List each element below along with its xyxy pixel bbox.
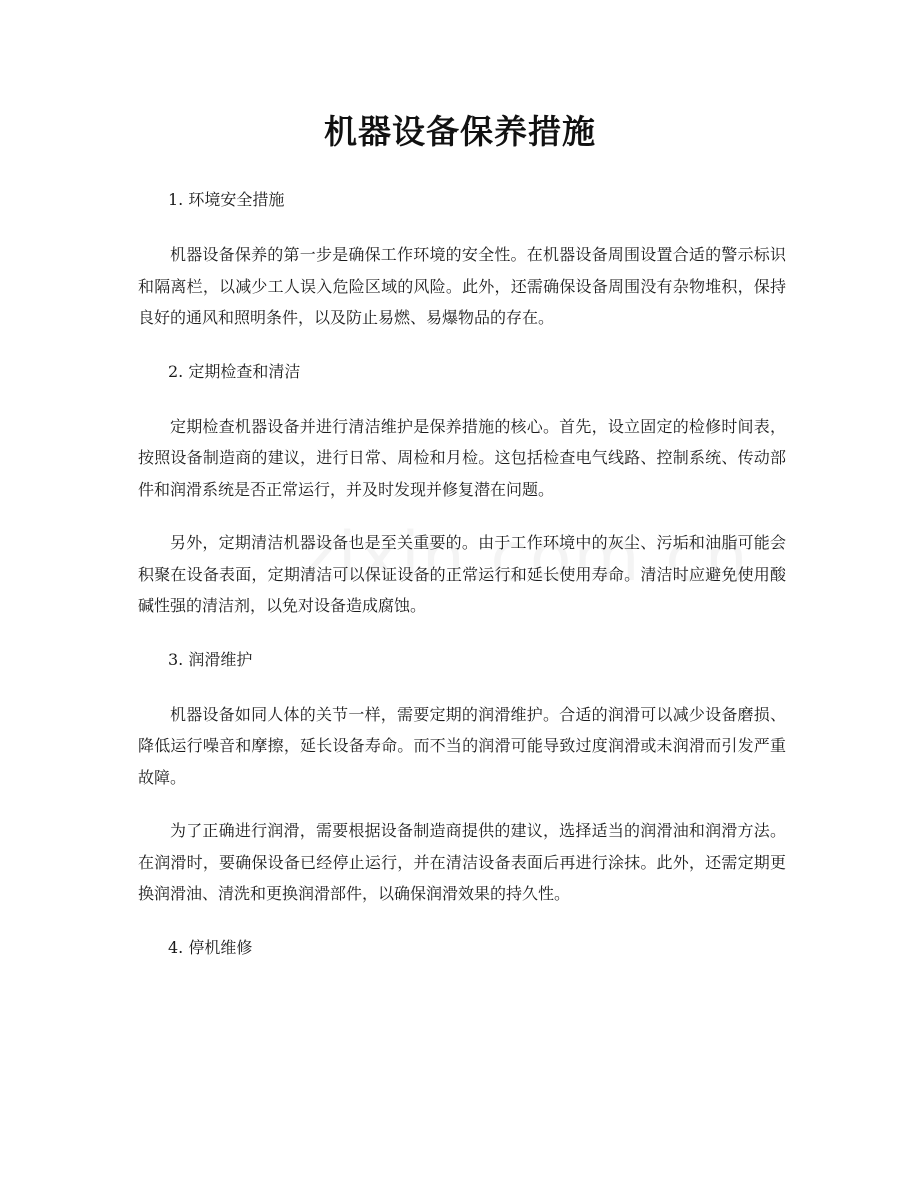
paragraph: 机器设备如同人体的关节一样，需要定期的润滑维护。合适的润滑可以减少设备磨损、降低运行噪音和摩擦，延长设备寿命。而不当的润滑可能导致过度润滑或未润滑而引发严重故障。: [138, 704, 786, 787]
paragraph: 另外，定期清洁机器设备也是至关重要的。由于工作环境中的灰尘、污垢和油脂可能会积聚在设备表面，定期清洁可以保证设备的正常运行和延长使用寿命。清洁时应避免使用酸碱性强的清洁剂，以免对设备造成腐蚀。: [138, 533, 786, 615]
paragraph: 机器设备保养的第一步是确保工作环境的安全性。在机器设备周围设置合适的警示标识和隔离栏，以减少工人误入危险区域的风险。此外，还需确保设备周围没有杂物堆积，保持良好的通风和照明条件，以及防止易燃、易爆物品的存在。: [138, 245, 786, 327]
section-heading-1: 1. 环境安全措施: [168, 190, 285, 209]
section-heading-4: 4. 停机维修: [168, 937, 253, 957]
page-title: 机器设备保养措施: [324, 112, 596, 151]
section-heading-3: 3. 润滑维护: [168, 649, 253, 669]
document-body: [138, 184, 786, 987]
paragraph: 为了正确进行润滑，需要根据设备制造商提供的建议，选择适当的润滑油和润滑方法。在润滑时，要确保设备已经停止运行，并在清洁设备表面后再进行涂抹。此外，还需定期更换润滑油、清洗和更换润滑部件，以确保润滑效果的持久性。: [138, 821, 786, 903]
paragraph: 定期检查机器设备并进行清洁维护是保养措施的核心。首先，设立固定的检修时间表，按照设备制造商的建议，进行日常、周检和月检。这包括检查电气线路、控制系统、传动部件和润滑系统是否正常运行，并及时发现并修复潜在问题。: [138, 416, 786, 499]
section-heading-2: 2. 定期检查和清洁: [168, 361, 301, 381]
